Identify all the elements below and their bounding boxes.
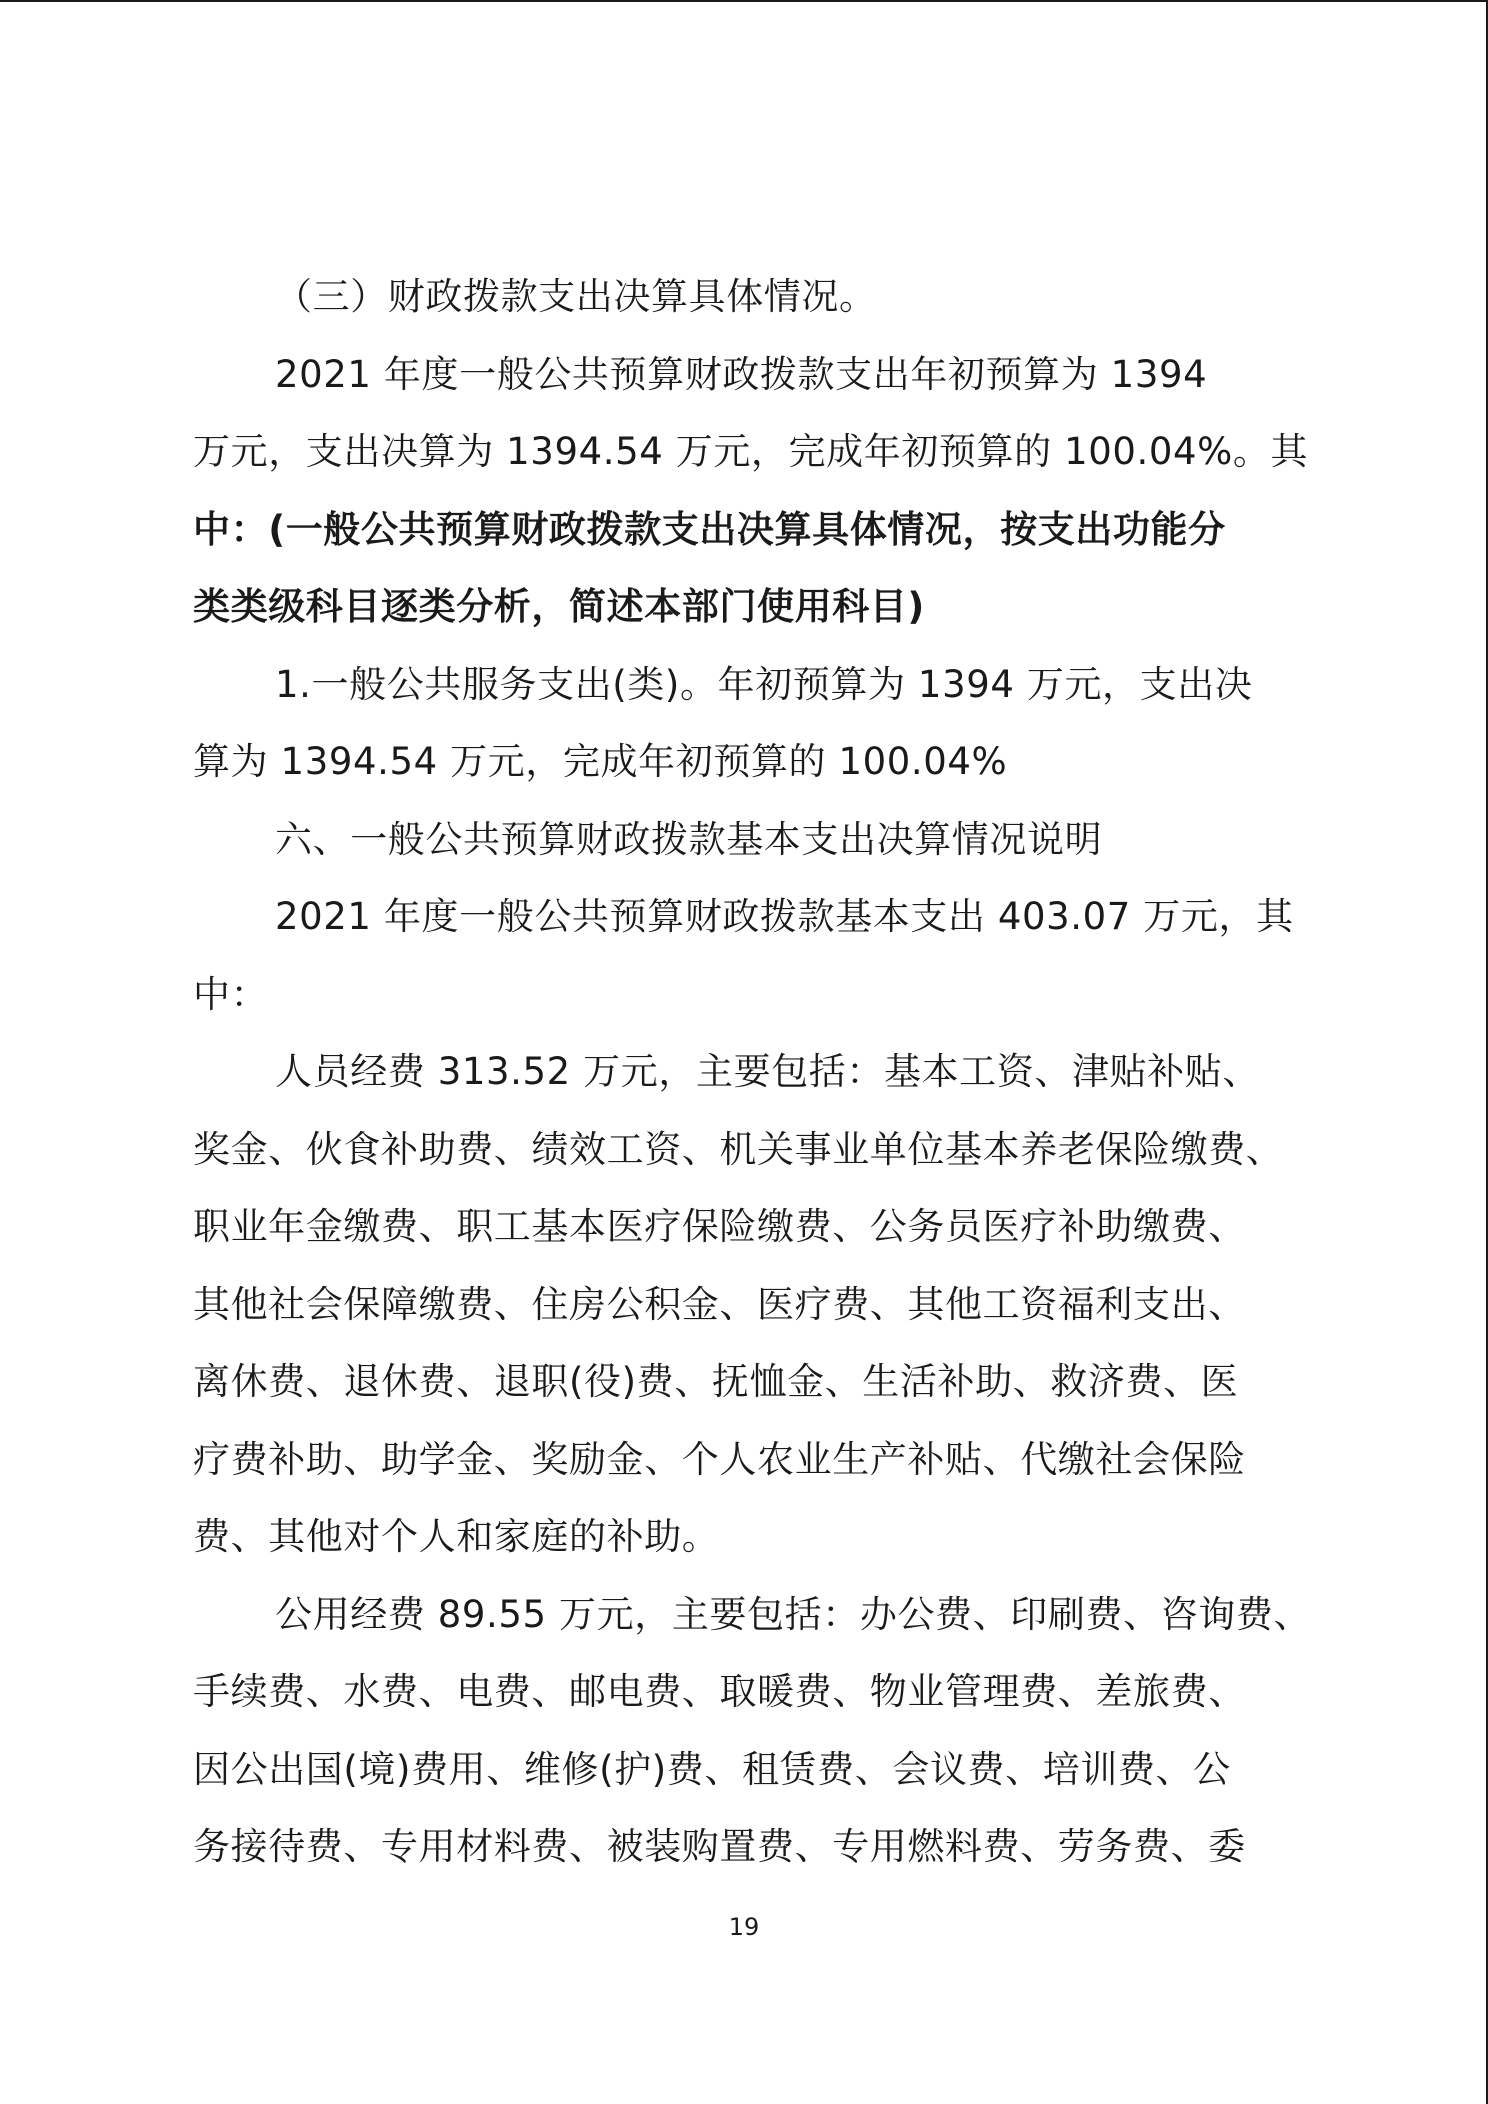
text-line: 手续费、水费、电费、邮电费、取暖费、物业管理费、差旅费、 (193, 1670, 1246, 1713)
text-line: 1.一般公共服务支出(类)。年初预算为 1394 万元，支出决 (275, 662, 1253, 706)
text-line: 六、一般公共预算财政拨款基本支出决算情况说明 (275, 817, 1103, 861)
text-line: 万元，支出决算为 1394.54 万元，完成年初预算的 100.04%。其 (193, 430, 1309, 473)
body-text (193, 258, 1312, 1886)
text-line: 算为 1394.54 万元，完成年初预算的 100.04% (193, 740, 1008, 783)
paragraph-general-public-services (193, 646, 1298, 801)
paragraph-personnel-expenses (193, 1033, 1298, 1576)
text-line: 中：(一般公共预算财政拨款支出决算具体情况，按支出功能分 (193, 507, 1226, 551)
text-line: 因公出国(境)费用、维修(护)费、租赁费、会议费、培训费、公 (193, 1747, 1231, 1791)
paragraph-basic-expenditure-total (193, 878, 1298, 1033)
text-line: 其他社会保障缴费、住房公积金、医疗费、其他工资福利支出、 (193, 1282, 1246, 1326)
paragraph-budget-summary (193, 336, 1309, 491)
text-line: 2021 年度一般公共预算财政拨款基本支出 403.07 万元，其 (275, 895, 1294, 938)
text-line: 奖金、伙食补助费、绩效工资、机关事业单位基本养老保险缴费、 (193, 1127, 1284, 1171)
text-line: 公用经费 89.55 万元，主要包括：办公费、印刷费、咨询费、 (275, 1592, 1312, 1636)
text-line: 中： (193, 972, 269, 1016)
page-border-top (0, 0, 1488, 2)
text-line: 人员经费 313.52 万元，主要包括：基本工资、津贴补贴、 (275, 1050, 1260, 1093)
page-number: 19 (728, 1913, 760, 1941)
text-line: 2021 年度一般公共预算财政拨款支出年初预算为 1394 (275, 352, 1208, 396)
text-line: 类类级科目逐类分析，简述本部门使用科目) (193, 585, 925, 628)
text-line: 离休费、退休费、退职(役)费、抚恤金、生活补助、救济费、医 (193, 1360, 1239, 1403)
paragraph-public-expenses (193, 1576, 1312, 1886)
text-line: 务接待费、专用材料费、被装购置费、专用燃料费、劳务费、委 (193, 1825, 1246, 1868)
text-line: 费、其他对个人和家庭的补助。 (193, 1515, 720, 1558)
text-line: （三）财政拨款支出决算具体情况。 (275, 275, 877, 318)
text-line: 职业年金缴费、职工基本医疗保险缴费、公务员医疗补助缴费、 (193, 1205, 1246, 1248)
text-line: 疗费补助、助学金、奖励金、个人农业生产补贴、代缴社会保险 (193, 1437, 1246, 1481)
paragraph-bold-note (193, 491, 1298, 646)
section-heading-fiscal-expenditure (193, 258, 1298, 336)
section-heading-basic-expenditure (193, 801, 1298, 879)
